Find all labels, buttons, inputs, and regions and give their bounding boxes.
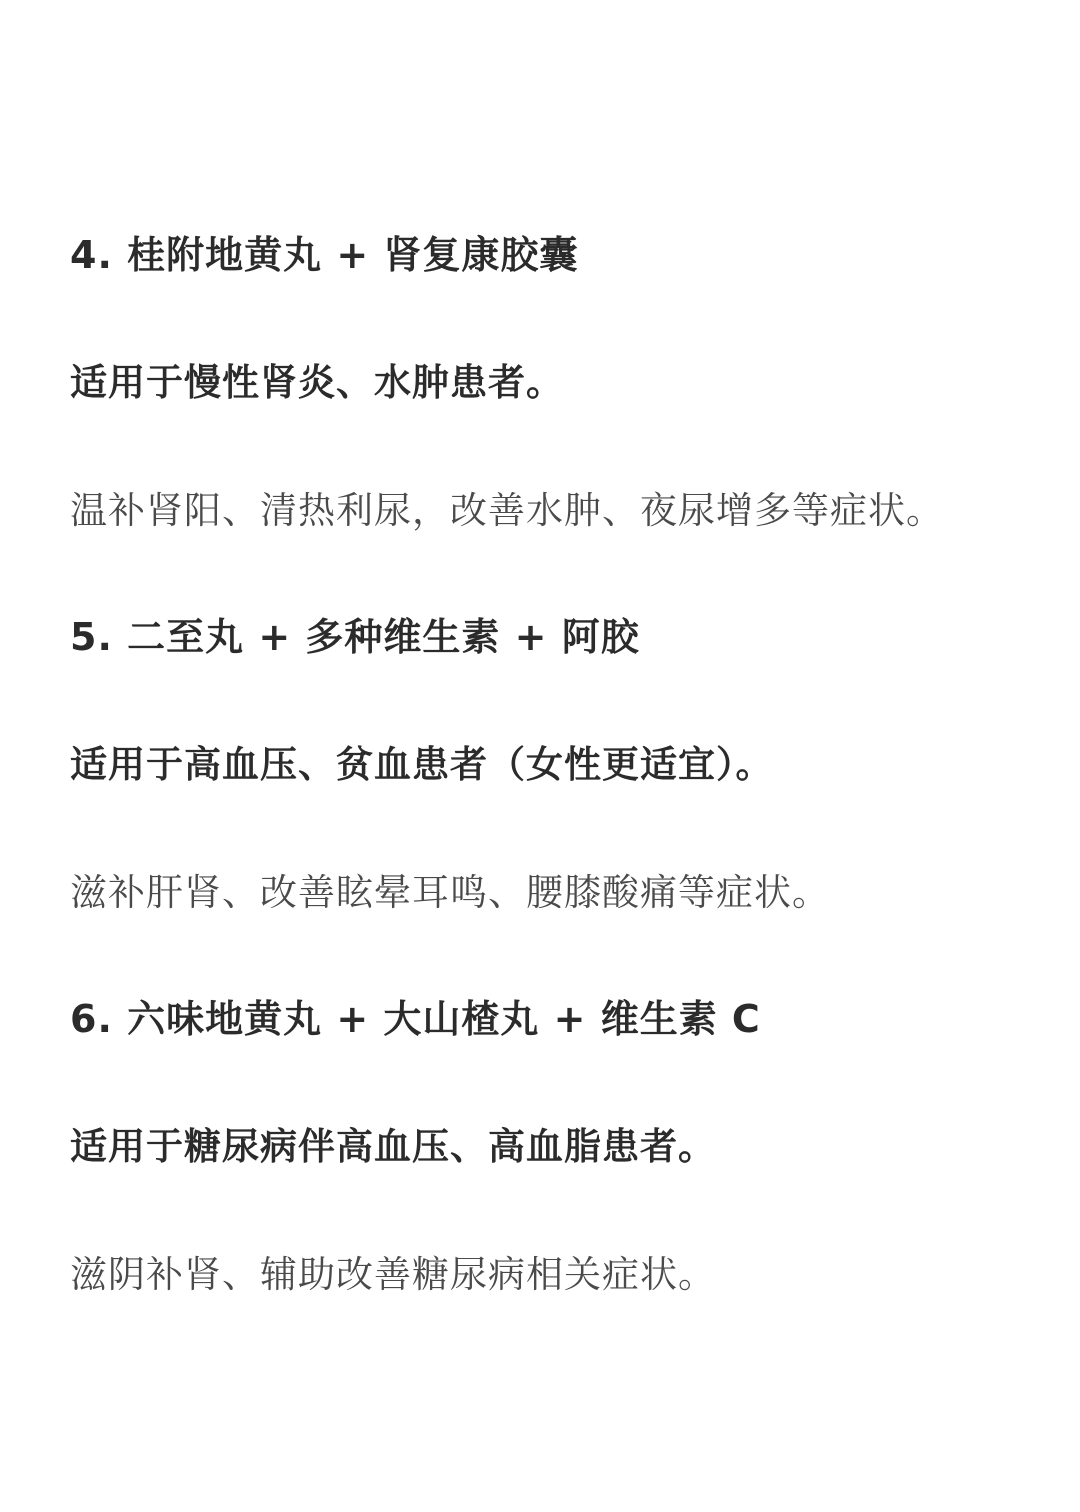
section-5-effect: 滋补肝肾、改善眩晕耳鸣、腰膝酸痛等症状。	[70, 871, 830, 914]
section-5-indication: 适用于高血压、贫血患者（女性更适宜）。	[70, 743, 774, 786]
section-5-heading: 5. 二至丸 + 多种维生素 + 阿胶	[70, 615, 640, 659]
section-6-heading: 6. 六味地黄丸 + 大山楂丸 + 维生素 C	[70, 997, 761, 1041]
section-4-indication: 适用于慢性肾炎、水肿患者。	[70, 361, 564, 404]
section-4-heading: 4. 桂附地黄丸 + 肾复康胶囊	[70, 233, 579, 277]
section-6-indication: 适用于糖尿病伴高血压、高血脂患者。	[70, 1125, 716, 1168]
section-6-effect: 滋阴补肾、辅助改善糖尿病相关症状。	[70, 1253, 716, 1296]
section-4-effect: 温补肾阳、清热利尿，改善水肿、夜尿增多等症状。	[70, 489, 944, 532]
